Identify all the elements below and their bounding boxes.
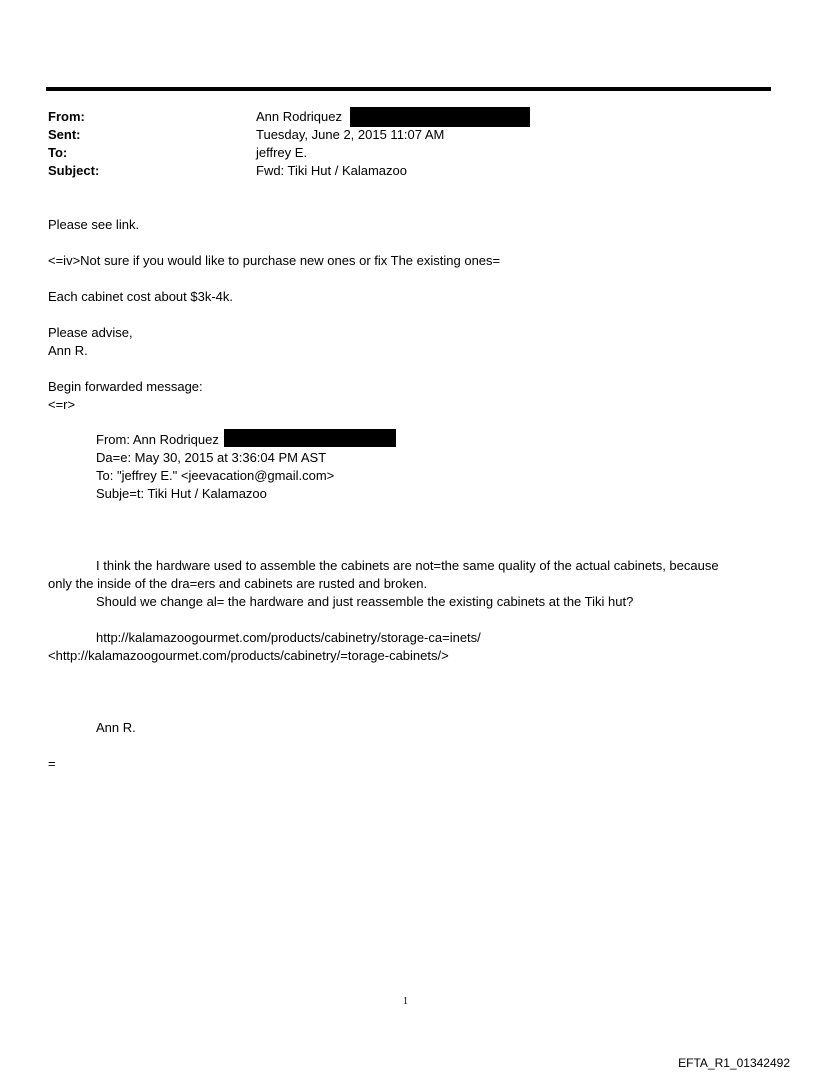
body-line: Ann R.	[48, 343, 88, 358]
redaction-bar	[224, 429, 396, 447]
body-line: <=iv>Not sure if you would like to purchase new ones or fix The existing ones=	[48, 253, 501, 268]
header-rule	[46, 87, 771, 91]
body-line: Begin forwarded message:	[48, 379, 203, 394]
link-url: <http://kalamazoogourmet.com/products/cabinetry/=torage-cabinets/>	[48, 648, 449, 663]
fwd-paragraph: Should we change al= the hardware and just reassemble the existing cabinets at the Tiki hut?	[96, 594, 634, 609]
fwd-paragraph: I think the hardware used to assemble the cabinets are not=the same quality of the actual cabinets, because	[96, 558, 719, 573]
bates-number: EFTA_R1_01342492	[678, 1056, 790, 1070]
fwd-subject: Subje=t: Tiki Hut / Kalamazoo	[96, 486, 267, 501]
fwd-from: From: Ann Rodriquez	[96, 432, 219, 447]
sent-value: Tuesday, June 2, 2015 11:07 AM	[256, 127, 445, 142]
fwd-date: Da=e: May 30, 2015 at 3:36:04 PM AST	[96, 450, 327, 465]
body-line: Please advise,	[48, 325, 133, 340]
redaction-bar	[350, 107, 530, 127]
subject-label: Subject:	[48, 163, 100, 178]
trailer: =	[48, 756, 56, 771]
signature: Ann R.	[96, 720, 136, 735]
subject-value: Fwd: Tiki Hut / Kalamazoo	[256, 163, 407, 178]
body-line: Please see link.	[48, 217, 140, 232]
fwd-to: To: "jeffrey E." <jeevacation@gmail.com>	[96, 468, 335, 483]
fwd-paragraph: only the inside of the dra=ers and cabinets are rusted and broken.	[48, 576, 428, 591]
from-value: Ann Rodriquez	[256, 109, 342, 124]
from-label: From:	[48, 109, 85, 124]
sent-label: Sent:	[48, 127, 81, 142]
body-line: Each cabinet cost about $3k-4k.	[48, 289, 234, 304]
to-value: jeffrey E.	[256, 145, 308, 160]
body-line: <=r>	[48, 397, 76, 412]
page-number: 1	[403, 996, 408, 1007]
to-label: To:	[48, 145, 68, 160]
link-url: http://kalamazoogourmet.com/products/cabinetry/storage-ca=inets/	[96, 630, 481, 645]
